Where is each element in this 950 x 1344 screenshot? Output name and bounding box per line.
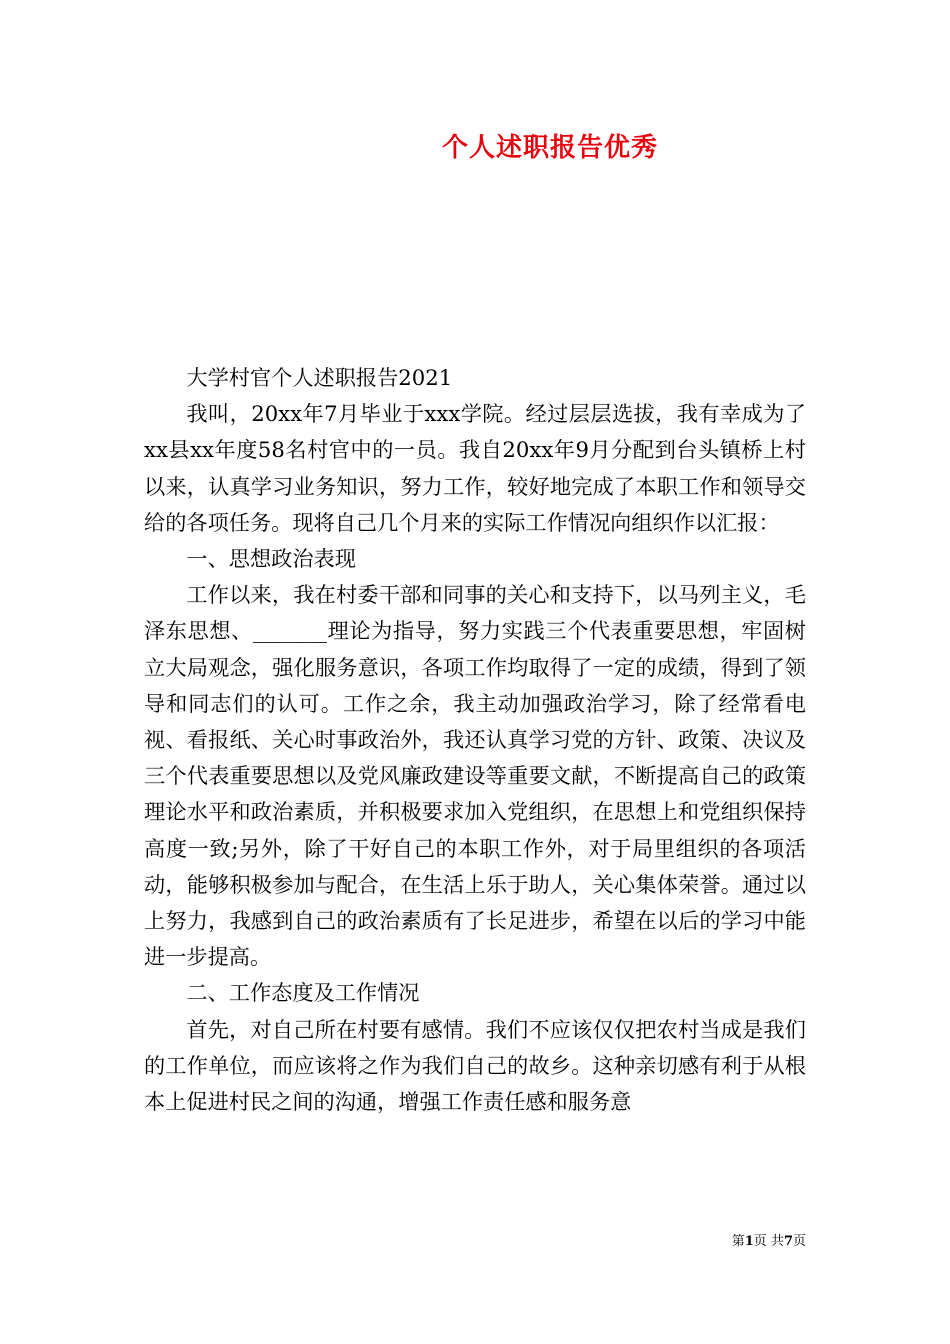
report-subtitle: 大学村官个人述职报告2021 [186,365,453,390]
footer-prefix: 第 [731,1234,745,1249]
footer-total-pages: 7 [783,1234,793,1249]
footer-middle: 页 共 [753,1234,784,1249]
paragraph-intro: 我叫，20xx年7月毕业于xxx学院。经过层层选拔，我有幸成为了xx县xx年度58名村官中的一员。我自20xx年9月分配到台头镇桥上村以来，认真学习业务知识，努力工作，较好地完成了本职工作和领导交给的各项任务。现将自己几个月来的实际工作情况向组织作以汇报： [144,401,806,535]
section-heading-political: 一、思想政治表现 [186,546,356,572]
document-body [144,360,806,1120]
page-footer [0,1233,806,1251]
paragraph-political: 工作以来，我在村委干部和同事的关心和支持下，以马列主义，毛泽东思想、_______理论为指导，努力实践三个代表重要思想，牢固树立大局观念，强化服务意识，各项工作均取得了一定的成绩，得到了领导和同志们的认可。工作之余，我主动加强政治学习，除了经常看电视、看报纸、关心时事政治外，我还认真学习党的方针、政策、决议及三个代表重要思想以及党风廉政建设等重要文献，不断提高自己的政策理论水平和政治素质，并积极要求加入党组织，在思想上和党组织保持高度一致;另外，除了干好自己的本职工作外，对于局里组织的各项活动，能够积极参加与配合，在生活上乐于助人，关心集体荣誉。通过以上努力，我感到自己的政治素质有了长足进步，希望在以后的学习中能进一步提高。 [144,582,806,970]
footer-suffix: 页 [792,1234,806,1249]
document-title: 个人述职报告优秀 [441,133,658,163]
footer-current-page: 1 [744,1234,754,1249]
section-heading-work-attitude: 二、工作态度及工作情况 [186,980,420,1006]
paragraph-work-attitude: 首先，对自己所在村要有感情。我们不应该仅仅把农村当成是我们的工作单位，而应该将之作为我们自己的故乡。这种亲切感有利于从根本上促进村民之间的沟通，增强工作责任感和服务意 [144,1016,806,1115]
